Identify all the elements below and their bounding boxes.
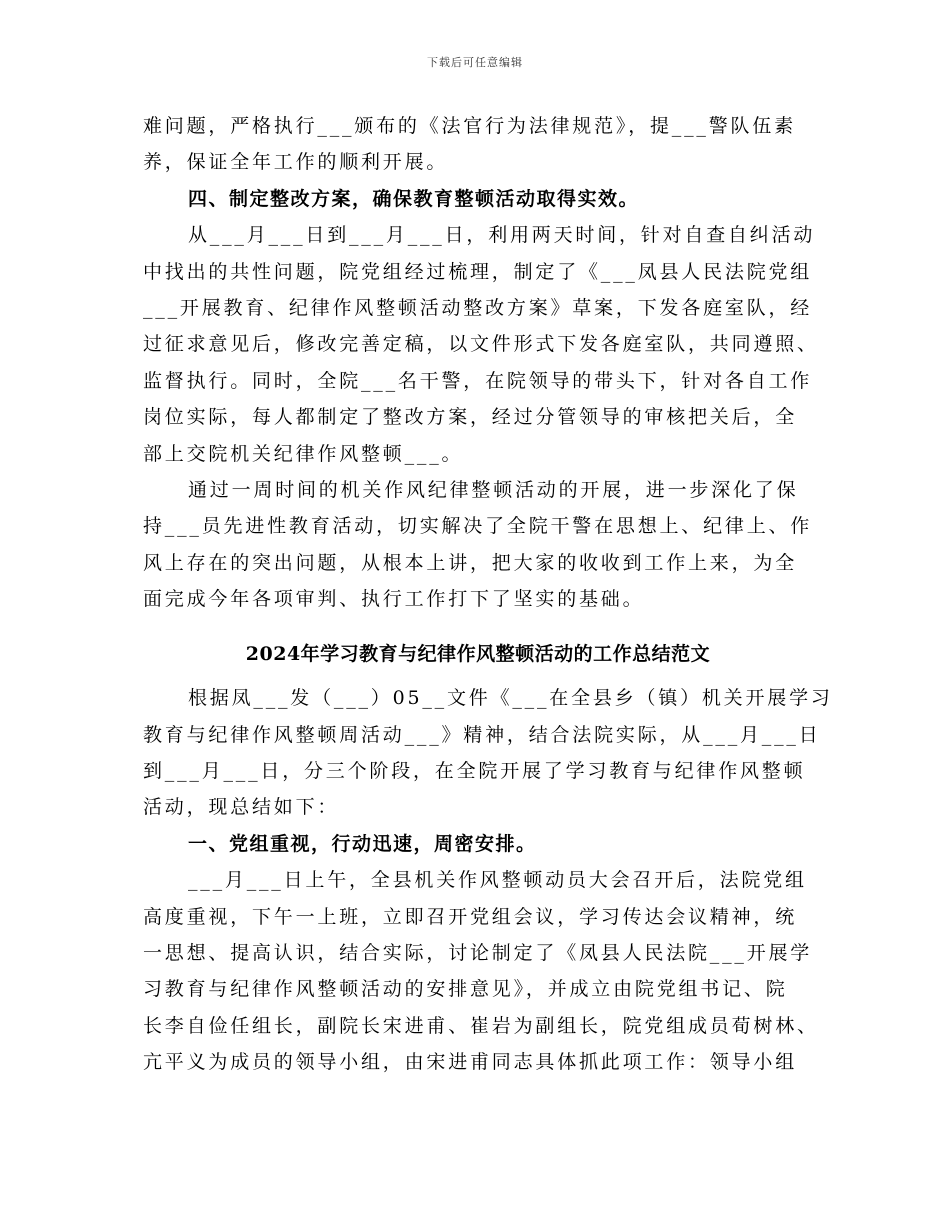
text-line: 过征求意见后，修改完善定稿，以文件形式下发各庭室队，共同遵照、 [143,333,819,356]
section-heading-4: 四、制定整改方案，确保教育整顿活动取得实效。 [188,187,640,210]
paragraph-rectification [143,217,819,472]
text-line: ___月___日上午，全县机关作风整顿动员大会召开后，法院党组 [188,869,807,892]
text-line: 一思想、提高认识，结合实际，讨论制定了《凤县人民法院___开展学 [143,941,813,964]
text-line: 持___员先进性教育活动，切实解决了全院干警在思想上、纪律上、作 [143,515,813,538]
text-line: 面完成今年各项审判、执行工作打下了坚实的基础。 [143,588,645,611]
text-line: 到___月___日，分三个阶段，在全院开展了学习教育与纪律作风整顿 [143,759,806,782]
text-line: 亢平义为成员的领导小组，由宋进甫同志具体抓此项工作：领导小组 [143,1051,798,1074]
text-line: 习教育与纪律作风整顿活动的安排意见》，并成立由院党组书记、院 [143,978,788,1001]
text-line: 风上存在的突出问题，从根本上讲，把大家的收收到工作上来，为全 [143,551,798,574]
paragraph-conclusion [143,472,813,618]
text-line: 高度重视，下午一上班，立即召开党组会议，学习传达会议精神，统 [143,905,798,928]
document-title: 2024年学习教育与纪律作风整顿活动的工作总结范文 [245,642,711,665]
text-line: 教育与纪律作风整顿周活动___》精神，结合法院实际，从___月___日 [143,723,821,746]
text-line: 监督执行。同时，全院___名干警，在院领导的带头下，针对各自工作 [143,369,813,392]
section-heading-1: 一、党组重视，行动迅速，周密安排。 [188,832,537,855]
text-line: ___开展教育、纪律作风整顿活动整改方案》草案，下发各庭室队，经 [143,297,813,320]
paragraph-intro [143,680,833,826]
text-line: 养，保证全年工作的顺利开展。 [143,151,449,174]
text-line: 部上交院机关纪律作风整顿___。 [143,442,464,465]
text-line: 长李自俭任组长，副院长宋进甫、崔岩为副组长，院党组成员荀树林、 [143,1014,819,1037]
text-line: 活动，现总结如下： [143,796,340,819]
text-line: 通过一周时间的机关作风纪律整顿活动的开展，进一步深化了保 [188,479,799,502]
paragraph-arrangement [143,862,819,1080]
text-line: 从___月___日到___月___日，利用两天时间，针对自查自纠活动 [188,224,816,247]
document-body [143,108,833,1081]
text-line: 中找出的共性问题，院党组经过梳理，制定了《___凤县人民法院党组 [143,260,813,283]
page-header: 下载后可任意编辑 [427,56,523,69]
text-line: 难问题，严格执行___颁布的《法官行为法律规范》，提___警队伍素 [143,115,796,137]
text-line: 岗位实际，每人都制定了整改方案，经过分管领导的审核把关后，全 [143,406,798,429]
text-line: 根据凤___发（___）05__文件《___在全县乡（镇）机关开展学习 [188,687,833,710]
paragraph-continued [143,108,813,181]
